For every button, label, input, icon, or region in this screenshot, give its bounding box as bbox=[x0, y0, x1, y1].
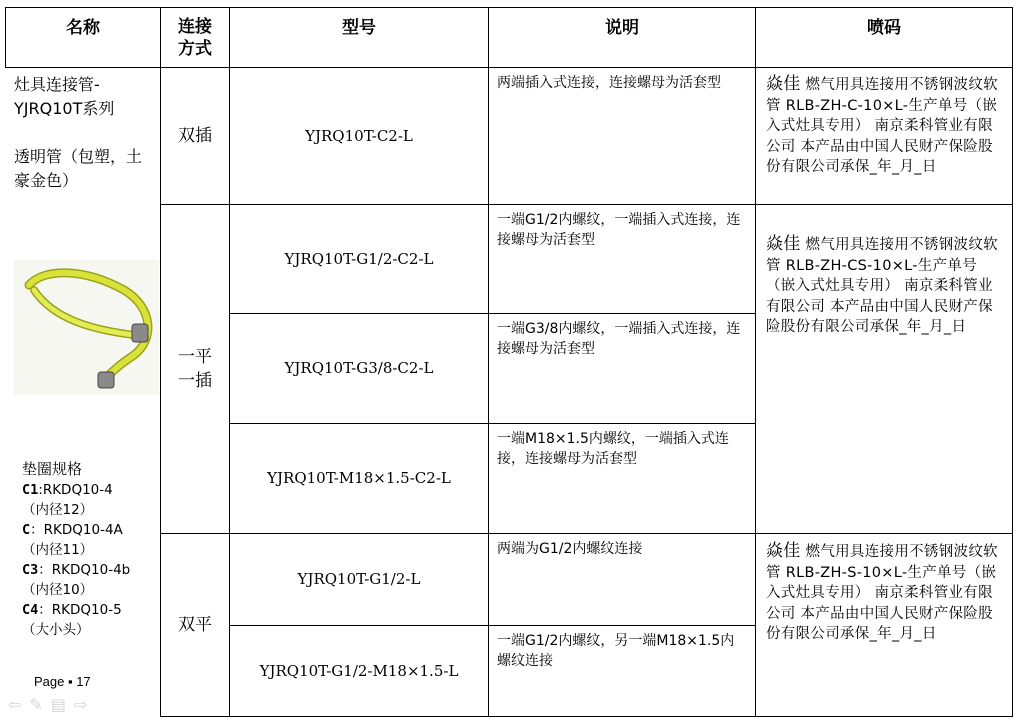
next-arrow-icon[interactable]: ⇨ bbox=[73, 695, 88, 714]
brand-text: 焱佳 bbox=[766, 234, 801, 254]
description-cell-5 bbox=[489, 536, 755, 562]
gasket-sep: : bbox=[38, 482, 43, 498]
description-cell-1 bbox=[489, 70, 755, 96]
model-text: YJRQ10T-G3/8-C2-L bbox=[284, 359, 434, 377]
model-cell-1 bbox=[230, 68, 488, 204]
model-cell-6 bbox=[230, 626, 488, 716]
gasket-note: （内径12） bbox=[22, 502, 94, 518]
brand-text: 焱佳 bbox=[766, 74, 801, 94]
product-subtitle bbox=[14, 145, 154, 193]
connection-text: 双平 bbox=[178, 614, 212, 635]
header-spray-code bbox=[756, 14, 1012, 42]
model-text: YJRQ10T-G1/2-L bbox=[297, 570, 421, 588]
gasket-value: RKDQ10-4 bbox=[42, 482, 113, 498]
page-number: Page ▪ 17 bbox=[34, 674, 91, 689]
header-description-text: 说明 bbox=[605, 18, 639, 38]
prev-arrow-icon[interactable]: ⇦ bbox=[8, 695, 22, 714]
description-text: 一端G1/2内螺纹，一端插入式连接，连接螺母为活套型 bbox=[497, 212, 741, 248]
connection-text: 一平一插 bbox=[178, 347, 212, 391]
product-title bbox=[14, 73, 159, 121]
spray-code-text: 燃气用具连接用不锈钢波纹软管 RLB-ZH-C-10×L-生产单号（嵌入式灶具专用） 南京柔科管业有限公司 本产品由中国人民财产保险股份有限公司承保_年_月_日 bbox=[766, 77, 998, 175]
connection-group-1 bbox=[161, 68, 229, 204]
model-text: YJRQ10T-M18×1.5-C2-L bbox=[267, 469, 451, 487]
gasket-value: RKDQ10-5 bbox=[51, 602, 122, 618]
spray-code-cell-1 bbox=[756, 70, 1012, 182]
header-description bbox=[489, 14, 755, 42]
header-bottom-line bbox=[5, 67, 1013, 68]
col-line-3 bbox=[488, 7, 489, 717]
gasket-key: C3 bbox=[22, 562, 39, 578]
gasket-key: C1 bbox=[22, 482, 39, 498]
gasket-note: （大小头） bbox=[22, 622, 90, 638]
connection-text: 双插 bbox=[178, 125, 212, 146]
gasket-key: C4 bbox=[22, 602, 39, 618]
header-name-text: 名称 bbox=[66, 18, 100, 38]
header-connection-text: 连接 方式 bbox=[178, 17, 212, 59]
gasket-item bbox=[22, 600, 160, 620]
gasket-item bbox=[22, 520, 160, 540]
header-connection bbox=[161, 12, 229, 64]
description-cell-6 bbox=[489, 628, 755, 674]
connection-group-3 bbox=[161, 534, 229, 716]
description-text: 两端插入式连接，连接螺母为活套型 bbox=[497, 75, 721, 91]
hose-image bbox=[14, 260, 159, 395]
spray-code-cell-3 bbox=[756, 537, 1012, 649]
menu-icon[interactable]: ▤ bbox=[50, 695, 66, 714]
model-cell-3 bbox=[230, 314, 488, 423]
product-subtitle-text: 透明管（包塑，土豪金色） bbox=[14, 147, 143, 190]
gasket-spec bbox=[22, 458, 160, 640]
table-border-top bbox=[5, 7, 1013, 8]
product-title-line1: 灶具连接管- bbox=[14, 75, 100, 94]
header-model bbox=[230, 14, 488, 42]
header-spray-code-text: 喷码 bbox=[867, 18, 901, 38]
model-cell-4 bbox=[230, 424, 488, 533]
spray-code-text: 燃气用具连接用不锈钢波纹软管 RLB-ZH-CS-10×L-生产单号（嵌入式灶具专用） 南京柔科管业有限公司 本产品由中国人民财产保险股份有限公司承保_年_月_日 bbox=[766, 237, 998, 335]
product-title-line2: YJRQ10T系列 bbox=[14, 99, 115, 118]
gasket-key: C bbox=[22, 522, 31, 538]
slide-nav[interactable] bbox=[8, 695, 87, 714]
gasket-sep: ： bbox=[38, 602, 52, 618]
model-text: YJRQ10T-G1/2-C2-L bbox=[284, 249, 434, 268]
description-text: 一端G1/2内螺纹，另一端M18×1.5内螺纹连接 bbox=[497, 633, 735, 669]
gasket-title: 垫圈规格 bbox=[22, 460, 83, 478]
description-text: 一端G3/8内螺纹，一端插入式连接，连接螺母为活套型 bbox=[497, 321, 741, 357]
pen-icon[interactable]: ✎ bbox=[29, 695, 43, 714]
gasket-sep: ： bbox=[30, 522, 44, 538]
spray-code-cell-2 bbox=[756, 230, 1012, 342]
description-text: 一端M18×1.5内螺纹，一端插入式连接，连接螺母为活套型 bbox=[497, 431, 729, 467]
gasket-value: RKDQ10-4A bbox=[43, 522, 123, 538]
model-cell-5 bbox=[230, 534, 488, 625]
gasket-sep: ： bbox=[38, 562, 52, 578]
description-cell-2 bbox=[489, 207, 755, 253]
connection-group-2 bbox=[168, 205, 222, 533]
spray-code-text: 燃气用具连接用不锈钢波纹软管 RLB-ZH-S-10×L-生产单号（嵌入式灶具专用） 南京柔科管业有限公司 本产品由中国人民财产保险股份有限公司承保_年_月_日 bbox=[766, 544, 998, 642]
header-name bbox=[6, 14, 160, 42]
model-text: YJRQ10T-G1/2-M18×1.5-L bbox=[259, 661, 459, 680]
description-cell-4 bbox=[489, 426, 755, 472]
description-text: 两端为G1/2内螺纹连接 bbox=[497, 541, 643, 557]
model-text: YJRQ10T-C2-L bbox=[305, 126, 413, 145]
table-border-right bbox=[1012, 7, 1013, 717]
table-border-bottom bbox=[160, 716, 1013, 717]
gasket-note: （内径10） bbox=[22, 582, 94, 598]
gasket-note: （内径11） bbox=[22, 542, 94, 558]
header-model-text: 型号 bbox=[342, 18, 376, 38]
description-cell-3 bbox=[489, 316, 755, 362]
model-cell-2 bbox=[230, 205, 488, 313]
gasket-value: RKDQ10-4b bbox=[51, 562, 131, 578]
brand-text: 焱佳 bbox=[766, 541, 801, 561]
gasket-item bbox=[22, 560, 160, 580]
gasket-item bbox=[22, 480, 160, 500]
